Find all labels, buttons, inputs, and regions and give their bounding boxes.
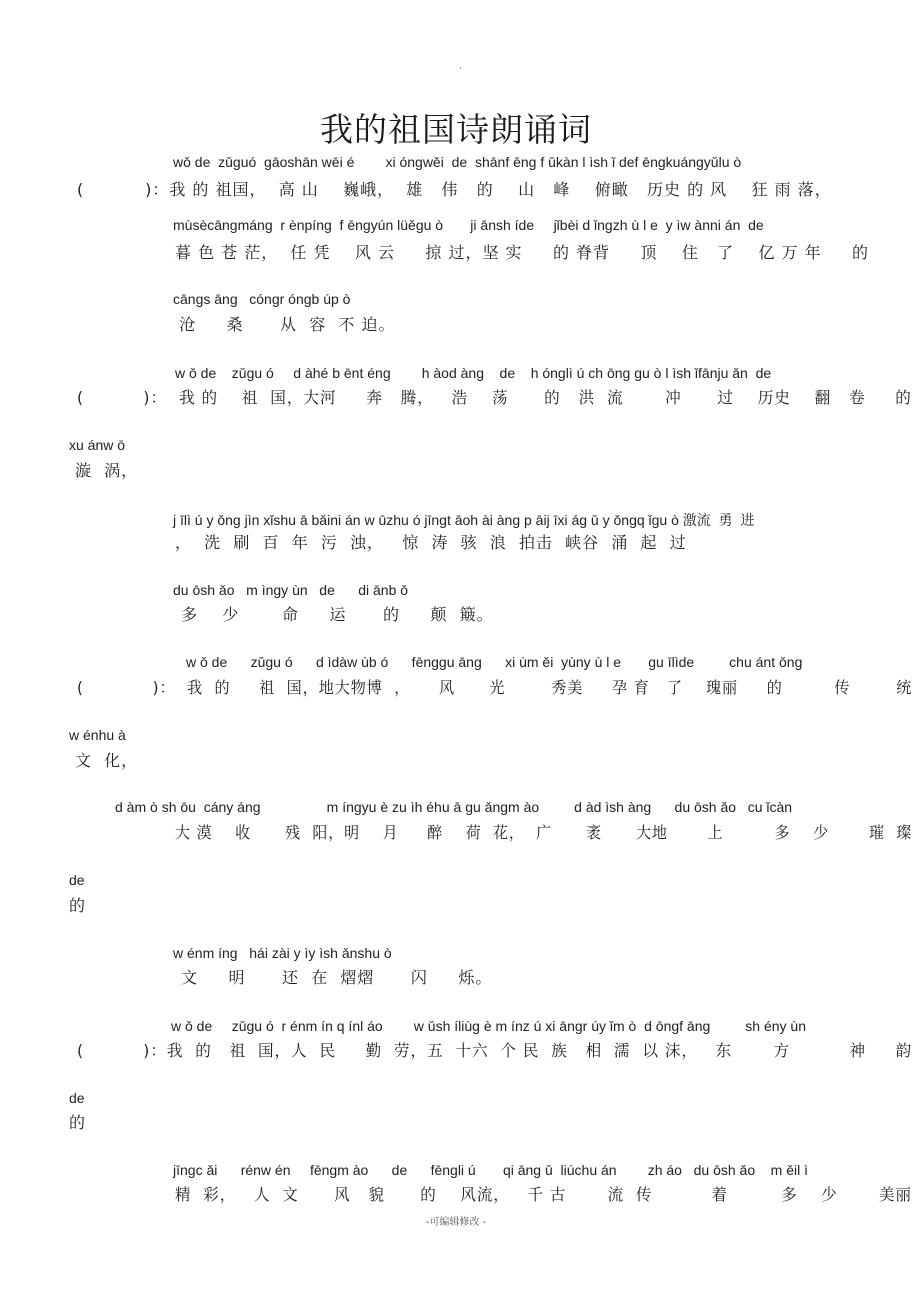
hanzi-line: 的 <box>69 896 87 915</box>
page-footer: -可编辑修改 - <box>425 1217 487 1228</box>
hanzi-line: 漩 涡， <box>75 461 139 480</box>
pinyin-line: jīngc ǎi rénw én fēngm ào de fēngli ú qi āng ǔ liúchu án zh áo du ōsh ǎo m ěil ì <box>173 1162 809 1178</box>
pinyin-line: de <box>69 872 85 888</box>
hanzi-line: ( )：我 的 祖国， 高 山 巍峨， 雄 伟 的 山 峰 俯瞰 历史 的 风 狂 雨 落， <box>77 180 832 199</box>
hanzi-line: 多 少 命 运 的 颠 簸。 <box>175 605 494 624</box>
hanzi-line: 文 明 还 在 熠熠 闪 烁。 <box>175 968 493 987</box>
pinyin-line: w ǒ de zǔgu ó d ìdàw ùb ó fēnggu āng xi ùm ěi yùny ù l e gu īlìde chu ánt ǒng <box>186 654 803 670</box>
pinyin-line: w ǒ de zǔgu ó r énm ín q ínl áo w ǔsh íliùg è m ínz ú xi āngr úy ǐm ò d ōngf āng sh ény ùn <box>171 1018 806 1034</box>
hanzi-line: 精 彩， 人 文 风 貌 的 风流， 千 古 流 传 着 多 少 美丽 <box>175 1185 912 1204</box>
pinyin-line: w énhu à <box>69 727 126 743</box>
pinyin-line: d àm ò sh ōu cány áng m íngyu è zu ìh éhu ā gu ǎngm ào d àd ìsh àng du ōsh ǎo cu ǐcàn <box>115 799 793 815</box>
pinyin-line: j īlì ú y ǒng jìn xǐshu ā bǎini án w ūzhu ó jīngt āoh ài àng p āij īxi ág ǔ y ǒngq ǐgu ò 激流 勇 进 <box>173 512 755 528</box>
header-mark: · <box>459 64 462 74</box>
hanzi-line: 暮 色 苍 茫， 任 凭 风 云 掠 过，坚 实 的 脊背 顶 住 了 亿 万 年 的 <box>175 243 870 262</box>
pinyin-line: wǒ de zǔguó gāoshān wēi é xi óngwěi de shānf ēng f ǔkàn l ìsh ǐ def ēngkuángyǔlu ò <box>173 154 742 170</box>
pinyin-line: de <box>69 1090 85 1106</box>
pinyin-line: mùsècāngmáng r ènpíng f ēngyún lüěgu ò ji ānsh íde jǐbèi d ǐngzh ù l e y ìw ànni án de <box>173 217 764 233</box>
hanzi-line: 沧 桑 从 容 不 迫。 <box>173 315 396 334</box>
pinyin-line: xu ánw ō <box>69 437 126 453</box>
pinyin-line: w ǒ de zǔgu ó d àhé b ēnt éng h àod àng de h ónglì ú ch ōng gu ò l ìsh ǐfānju ǎn de <box>175 365 772 381</box>
hanzi-line: 的 <box>69 1113 87 1132</box>
page-title: 我的祖国诗朗诵词 <box>320 110 592 149</box>
hanzi-line: ， 洗 刷 百 年 污 浊， 惊 涛 骇 浪 拍击 峡谷 涌 起 过 <box>175 533 687 552</box>
pinyin-line: du ōsh ǎo m ìngy ùn de di ānb ǒ <box>173 582 409 598</box>
hanzi-line: 文 化， <box>75 751 139 770</box>
hanzi-line: ( )： 我 的 祖 国，地大物博 ， 风 光 秀美 孕 育 了 瑰丽 的 传 统 <box>77 678 913 697</box>
hanzi-line: 大 漠 收 残 阳，明 月 醉 荷 花， 广 袤 大地 上 多 少 璀 璨 <box>175 823 913 842</box>
hanzi-line: ( )： 我 的 祖 国，大河 奔 腾， 浩 荡 的 洪 流 冲 过 历史 翻 卷 的 <box>77 388 912 407</box>
hanzi-line: ( )：我 的 祖 国，人 民 勤 劳，五 十六 个 民 族 相 濡 以 沫， 东 方 神 韵 <box>77 1041 913 1060</box>
pinyin-line: w énm íng hái zài y ìy ìsh ǎnshu ò <box>173 945 392 961</box>
pinyin-line: cāngs āng cóngr óngb úp ò <box>173 291 351 307</box>
